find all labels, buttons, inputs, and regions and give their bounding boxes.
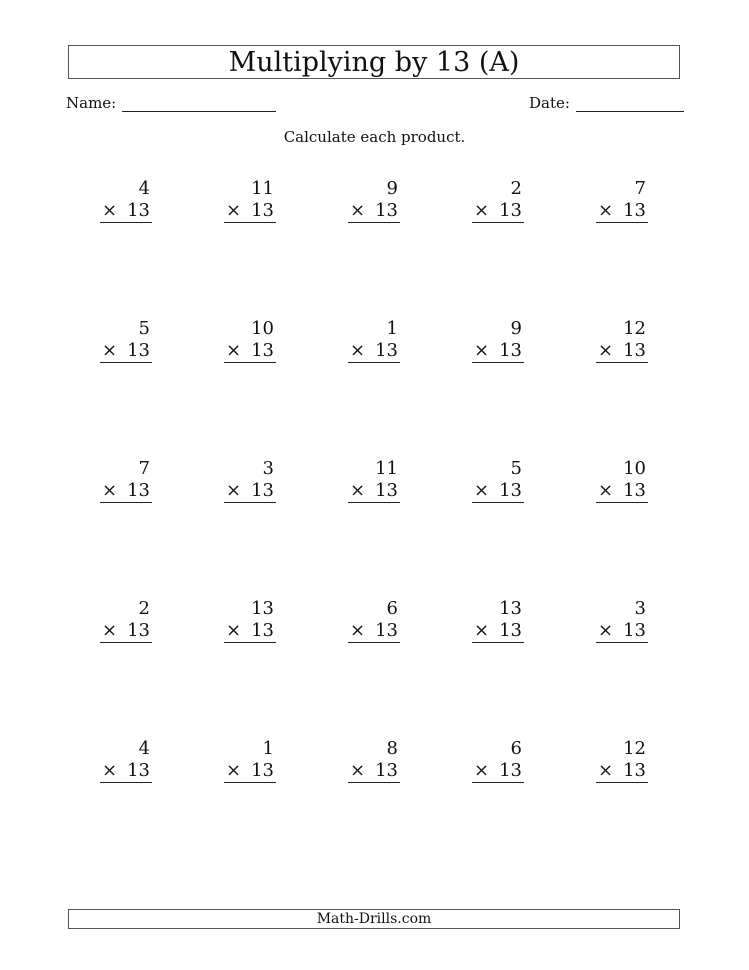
problem-top-number: 6 [386,598,398,619]
problem-bottom-row [472,480,524,503]
problem-top-number: 11 [251,178,274,199]
times-operator: × [350,620,366,641]
problem-bottom-row [100,760,152,783]
problem-bottom-number: 13 [251,200,274,221]
problem-bottom-number: 13 [251,340,274,361]
problem-top-number: 9 [386,178,398,199]
times-operator: × [598,620,614,641]
problem-bottom-number: 13 [127,340,150,361]
problem-top-number: 12 [623,738,646,759]
problem-top-number: 1 [262,738,274,759]
times-operator: × [226,340,242,361]
problem-bottom-number: 13 [499,200,522,221]
problem-top-number: 13 [499,598,522,619]
problem-top-number: 6 [510,738,522,759]
problem-10 [596,318,648,366]
problem-13 [348,458,400,506]
times-operator: × [102,480,118,501]
problem-bottom-number: 13 [499,480,522,501]
problem-top-number: 2 [138,598,150,619]
problem-bottom-row [472,760,524,783]
problem-top-number: 13 [251,598,274,619]
times-operator: × [102,760,118,781]
problem-bottom-number: 13 [375,340,398,361]
date-blank-line[interactable] [576,91,684,112]
problem-bottom-row [100,340,152,363]
problem-15 [596,458,648,506]
problem-top-number: 1 [386,318,398,339]
problem-bottom-number: 13 [499,340,522,361]
problem-bottom-number: 13 [127,760,150,781]
times-operator: × [474,620,490,641]
problem-19 [472,598,524,646]
problem-top-number: 10 [251,318,274,339]
problem-17 [224,598,276,646]
times-operator: × [598,200,614,221]
footer [68,909,680,929]
problem-top-number: 7 [138,458,150,479]
times-operator: × [350,200,366,221]
problem-21 [100,738,152,786]
times-operator: × [350,760,366,781]
problem-bottom-row [348,620,400,643]
problem-bottom-row [224,480,276,503]
problem-bottom-row [596,200,648,223]
problem-5 [596,178,648,226]
problem-bottom-row [472,200,524,223]
problem-bottom-row [100,200,152,223]
problem-top-number: 4 [138,178,150,199]
problem-9 [472,318,524,366]
problem-22 [224,738,276,786]
problem-bottom-number: 13 [127,200,150,221]
problem-1 [100,178,152,226]
problem-23 [348,738,400,786]
problem-bottom-row [224,760,276,783]
times-operator: × [474,340,490,361]
problem-16 [100,598,152,646]
problem-11 [100,458,152,506]
problem-bottom-number: 13 [127,480,150,501]
times-operator: × [226,200,242,221]
problem-bottom-number: 13 [623,620,646,641]
times-operator: × [474,760,490,781]
times-operator: × [598,760,614,781]
problem-18 [348,598,400,646]
times-operator: × [226,760,242,781]
problem-12 [224,458,276,506]
problem-4 [472,178,524,226]
problem-top-number: 5 [510,458,522,479]
problem-top-number: 8 [386,738,398,759]
instructions: Calculate each product. [283,128,466,146]
problem-top-number: 3 [634,598,646,619]
name-blank-line[interactable] [122,91,276,112]
times-operator: × [474,480,490,501]
problem-bottom-row [596,620,648,643]
problem-bottom-row [224,620,276,643]
problem-bottom-row [348,480,400,503]
worksheet-title [68,45,680,79]
problem-top-number: 11 [375,458,398,479]
problem-25 [596,738,648,786]
times-operator: × [102,620,118,641]
problem-bottom-row [348,200,400,223]
times-operator: × [350,480,366,501]
problem-6 [100,318,152,366]
problem-bottom-row [224,200,276,223]
problem-top-number: 12 [623,318,646,339]
footer-text: Math-Drills.com [316,911,432,927]
problem-bottom-row [348,760,400,783]
problem-bottom-row [472,340,524,363]
problem-bottom-number: 13 [251,480,274,501]
times-operator: × [102,200,118,221]
problem-bottom-row [100,480,152,503]
problem-bottom-number: 13 [623,760,646,781]
problem-24 [472,738,524,786]
problem-top-number: 7 [634,178,646,199]
problem-20 [596,598,648,646]
problem-bottom-row [100,620,152,643]
problem-bottom-row [596,340,648,363]
problem-bottom-number: 13 [251,620,274,641]
times-operator: × [598,340,614,361]
problem-14 [472,458,524,506]
problem-grid [100,178,652,788]
worksheet-title-text: Multiplying by 13 (A) [228,46,520,78]
problem-3 [348,178,400,226]
problem-bottom-number: 13 [499,760,522,781]
problem-top-number: 4 [138,738,150,759]
name-field [66,91,276,112]
problem-bottom-number: 13 [375,760,398,781]
problem-bottom-number: 13 [375,620,398,641]
times-operator: × [226,480,242,501]
times-operator: × [226,620,242,641]
problem-bottom-number: 13 [251,760,274,781]
problem-top-number: 9 [510,318,522,339]
problem-bottom-row [596,480,648,503]
times-operator: × [350,340,366,361]
times-operator: × [598,480,614,501]
problem-bottom-number: 13 [623,480,646,501]
problem-top-number: 2 [510,178,522,199]
problem-bottom-row [596,760,648,783]
problem-bottom-number: 13 [623,200,646,221]
name-label: Name: [66,94,117,112]
date-label: Date: [529,94,570,112]
problem-top-number: 10 [623,458,646,479]
problem-bottom-number: 13 [375,200,398,221]
problem-top-number: 5 [138,318,150,339]
problem-bottom-number: 13 [623,340,646,361]
problem-2 [224,178,276,226]
date-field [529,91,684,112]
times-operator: × [474,200,490,221]
problem-bottom-number: 13 [499,620,522,641]
problem-8 [348,318,400,366]
problem-bottom-row [224,340,276,363]
problem-bottom-number: 13 [127,620,150,641]
times-operator: × [102,340,118,361]
problem-bottom-row [348,340,400,363]
problem-top-number: 3 [262,458,274,479]
problem-bottom-number: 13 [375,480,398,501]
problem-7 [224,318,276,366]
problem-bottom-row [472,620,524,643]
